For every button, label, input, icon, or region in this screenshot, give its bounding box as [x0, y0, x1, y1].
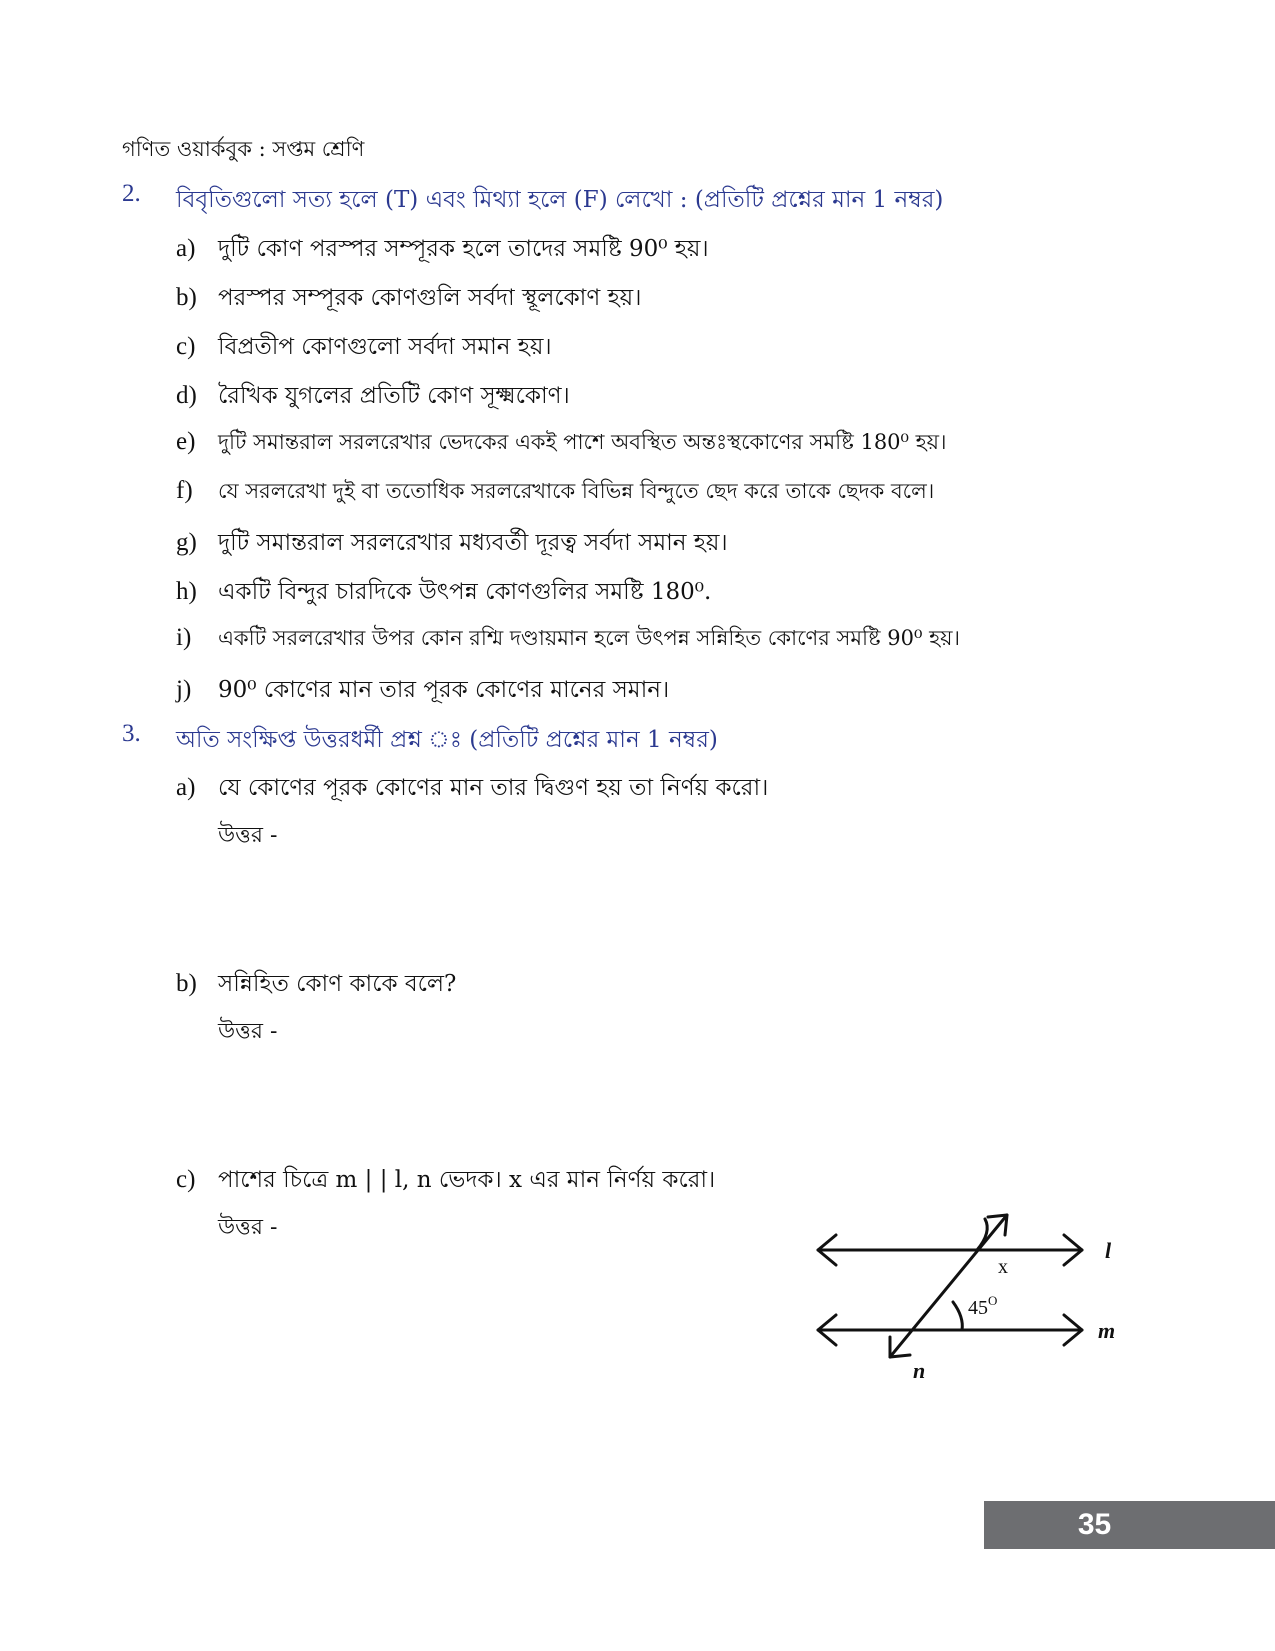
question-3a: a) যে কোণের পূরক কোণের মান তার দ্বিগুণ হয় তা নির্ণয় করো।	[176, 774, 769, 801]
statement-f: f) যে সরলরেখা দুই বা ততোধিক সরলরেখাকে বিভিন্ন বিন্দুতে ছেদ করে তাকে ছেদক বলে।	[176, 477, 935, 504]
angle-45-arc	[953, 1302, 962, 1330]
transversal-n-label: n	[913, 1358, 926, 1380]
statement-i: i) একটি সরলরেখার উপর কোন রশ্মি দণ্ডায়মান হলে উৎপন্ন সন্নিহিত কোণের সমষ্টি 90⁰ হয়।	[176, 624, 960, 651]
statement-a: a) দুটি কোণ পরস্পর সম্পূরক হলে তাদের সমষ্টি 90⁰ হয়।	[176, 235, 709, 262]
statement-d: d) রৈখিক যুগলের প্রতিটি কোণ সূক্ষ্মকোণ।	[176, 382, 570, 409]
question-3-number: 3.	[122, 720, 141, 747]
statement-c: c) বিপ্রতীপ কোণগুলো সর্বদা সমান হয়।	[176, 333, 552, 360]
answer-3c-label: উত্তর -	[218, 1215, 278, 1240]
angle-x-arc	[977, 1219, 987, 1250]
angle-45-label: $45^O$	[968, 1293, 998, 1319]
statement-e: e) দুটি সমান্তরাল সরলরেখার ভেদকের একই পাশে অবস্থিত অন্তঃস্থকোণের সমষ্টি 180⁰ হয়।	[176, 428, 947, 455]
statement-j: j) 90⁰ কোণের মান তার পূরক কোণের মানের সমান।	[176, 676, 670, 703]
transversal-n	[890, 1215, 1007, 1357]
question-3-title: অতি সংক্ষিপ্ত উত্তরধর্মী প্রশ্ন ঃ (প্রতিটি প্রশ্নের মান 1 নম্বর)	[176, 727, 718, 753]
line-l-label: l	[1105, 1238, 1112, 1263]
question-3b: b) সন্নিহিত কোণ কাকে বলে?	[176, 970, 457, 997]
angle-x-label: x	[998, 1256, 1008, 1278]
statement-b: b) পরস্পর সম্পূরক কোণগুলি সর্বদা স্থূলকোণ হয়।	[176, 284, 642, 311]
answer-3a-label: উত্তর -	[218, 823, 278, 848]
question-2-title: বিবৃতিগুলো সত্য হলে (T) এবং মিথ্যা হলে (F) লেখো : (প্রতিটি প্রশ্নের মান 1 নম্বর)	[176, 187, 944, 213]
statement-g: g) দুটি সমান্তরাল সরলরেখার মধ্যবর্তী দূরত্ব সর্বদা সমান হয়।	[176, 529, 728, 556]
answer-3b-label: উত্তর -	[218, 1019, 278, 1044]
question-3c: c) পাশের চিত্রে m | | l, n ভেদক। x এর মান নির্ণয় করো।	[176, 1166, 716, 1193]
statement-h: h) একটি বিন্দুর চারদিকে উৎপন্ন কোণগুলির সমষ্টি 180⁰.	[176, 578, 712, 605]
page-header: গণিত ওয়ার্কবুক : সপ্তম শ্রেণি	[122, 137, 365, 161]
page-number: 35	[984, 1501, 1275, 1549]
line-m-label: m	[1098, 1318, 1116, 1343]
question-2-number: 2.	[122, 180, 141, 207]
parallel-lines-figure	[810, 1205, 1120, 1380]
